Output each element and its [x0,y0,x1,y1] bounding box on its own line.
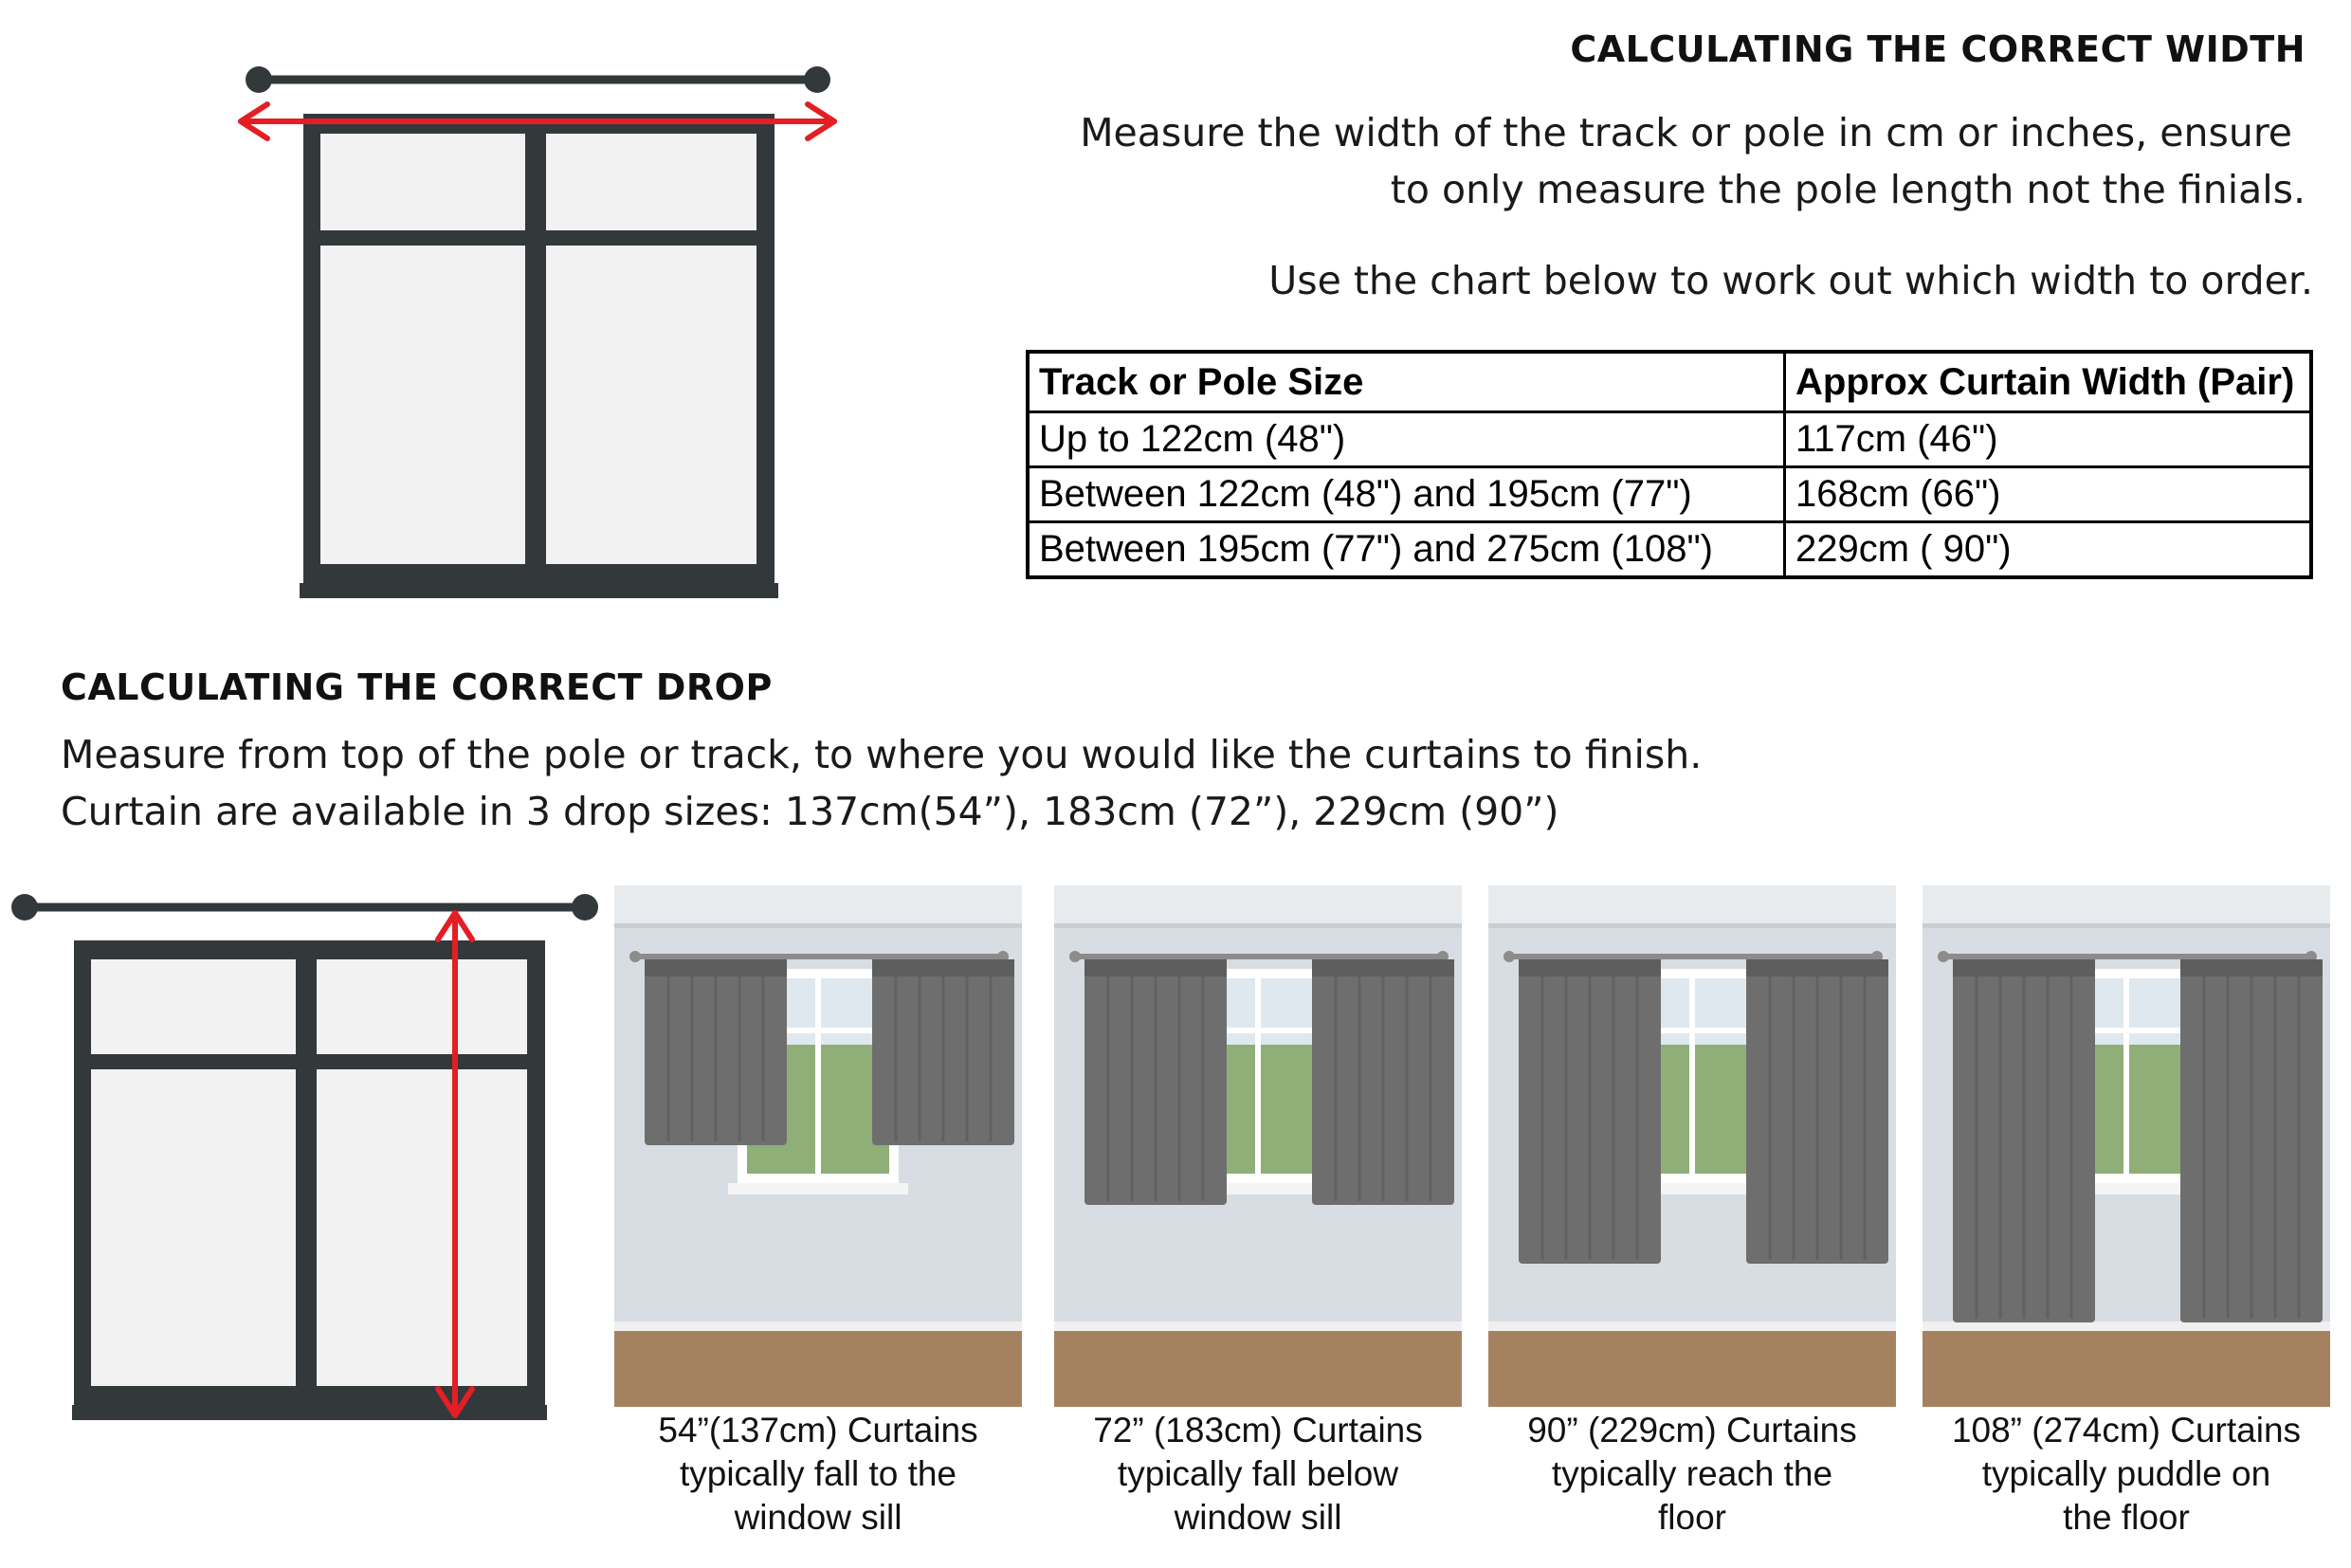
example-caption-72 [1040,1409,1476,1540]
pole-finial-right [804,66,830,93]
caption-line: 54”(137cm) Curtains [658,1411,978,1449]
caption-line: 108” (274cm) Curtains [1951,1411,2302,1449]
window-sill [72,1405,547,1420]
table-header-cell: Approx Curtain Width (Pair) [1785,352,2312,412]
example-photo-72 [1054,885,1462,1407]
drop-heading: CALCULATING THE CORRECT DROP [61,666,773,708]
skirting-board [1488,1322,1896,1331]
window-pane-bottom-right [546,246,756,564]
table-cell: Up to 122cm (48") [1028,412,1785,467]
curtain-pole [1075,954,1443,959]
room-floor [1488,1331,1896,1407]
window-pane-bottom-right [317,1069,527,1386]
example-photo-108 [1923,885,2330,1407]
caption-line: typically puddle on [1981,1454,2271,1493]
room-ceiling [1488,885,1896,923]
window-pane-top-right [317,959,527,1054]
example-photo-90 [1488,885,1896,1407]
example-caption-54 [600,1409,1036,1540]
pole-finial-left [246,66,272,93]
caption-line: window sill [734,1498,902,1537]
curtain-heading [645,959,787,976]
table-cell: 229cm ( 90") [1785,522,2312,578]
curtain-heading [1312,959,1454,976]
window-drop-diagram [9,886,607,1427]
window-mullion [815,978,821,1174]
skirting-board [614,1322,1022,1331]
room-floor [614,1331,1022,1407]
caption-line: the floor [2063,1498,2190,1537]
window-mullion [2123,978,2129,1174]
ceiling-trim [614,923,1022,928]
pole-finial-left [1938,951,1949,962]
width-instruction-line2: to only measure the pole length not the finials. [1390,167,2305,212]
curtain-pole [635,954,1003,959]
room-ceiling [1054,885,1462,923]
window-mullion [1689,978,1695,1174]
caption-line: typically fall to the [679,1454,957,1493]
curtain-heading [872,959,1014,976]
table-row [1028,467,2311,522]
window-pane-top-left [320,134,525,230]
drop-instruction-line2: Curtain are available in 3 drop sizes: 137cm(54”), 183cm (72”), 229cm (90”) [61,789,1559,834]
example-photo-54 [614,885,1022,1407]
table-cell: Between 122cm (48") and 195cm (77") [1028,467,1785,522]
room-floor [1054,1331,1462,1407]
curtain-heading [2180,959,2323,976]
window-sill [728,1183,908,1194]
curtain-pole [1943,954,2311,959]
window-pane-bottom-left [91,1069,296,1386]
size-chart-table [1026,350,2313,579]
pole-finial-left [1069,951,1081,962]
width-heading: CALCULATING THE CORRECT WIDTH [1570,28,2305,70]
window-width-diagram [228,57,844,616]
table-header-cell: Track or Pole Size [1028,352,1785,412]
curtain-pole [1509,954,1877,959]
caption-line: 90” (229cm) Curtains [1527,1411,1857,1449]
width-instruction-line1: Measure the width of the track or pole in cm or inches, ensure [1080,110,2292,155]
room-ceiling [614,885,1022,923]
ceiling-trim [1054,923,1462,928]
caption-line: typically reach the [1551,1454,1833,1493]
table-cell: 117cm (46") [1785,412,2312,467]
window-pane-top-right [546,134,756,230]
caption-line: typically fall below [1117,1454,1399,1493]
skirting-board [1054,1322,1462,1331]
curtain-heading [1746,959,1888,976]
table-row [1028,412,2311,467]
pole-finial-left [629,951,641,962]
example-caption-90 [1474,1409,1910,1540]
window-pane-bottom-left [320,246,525,564]
caption-line: window sill [1174,1498,1342,1537]
caption-line: 72” (183cm) Curtains [1093,1411,1423,1449]
curtain-heading [1519,959,1661,976]
drop-instruction-line1: Measure from top of the pole or track, to where you would like the curtains to finish. [61,732,1703,777]
ceiling-trim [1488,923,1896,928]
skirting-board [1923,1322,2330,1331]
window-sill [300,583,778,598]
caption-line: floor [1658,1498,1726,1537]
table-row [1028,522,2311,578]
table-header-row [1028,352,2311,412]
pole-finial-left [11,894,38,921]
pole-finial-left [1504,951,1515,962]
table-cell: Between 195cm (77") and 275cm (108") [1028,522,1785,578]
curtain-heading [1953,959,2095,976]
room-ceiling [1923,885,2330,923]
window-mullion [1255,978,1261,1174]
example-caption-108 [1908,1409,2344,1540]
table-cell: 168cm (66") [1785,467,2312,522]
window-pane-top-left [91,959,296,1054]
width-chart-note: Use the chart below to work out which width to order. [1268,258,2313,303]
curtain-heading [1084,959,1227,976]
pole-finial-right [572,894,598,921]
room-floor [1923,1331,2330,1407]
ceiling-trim [1923,923,2330,928]
